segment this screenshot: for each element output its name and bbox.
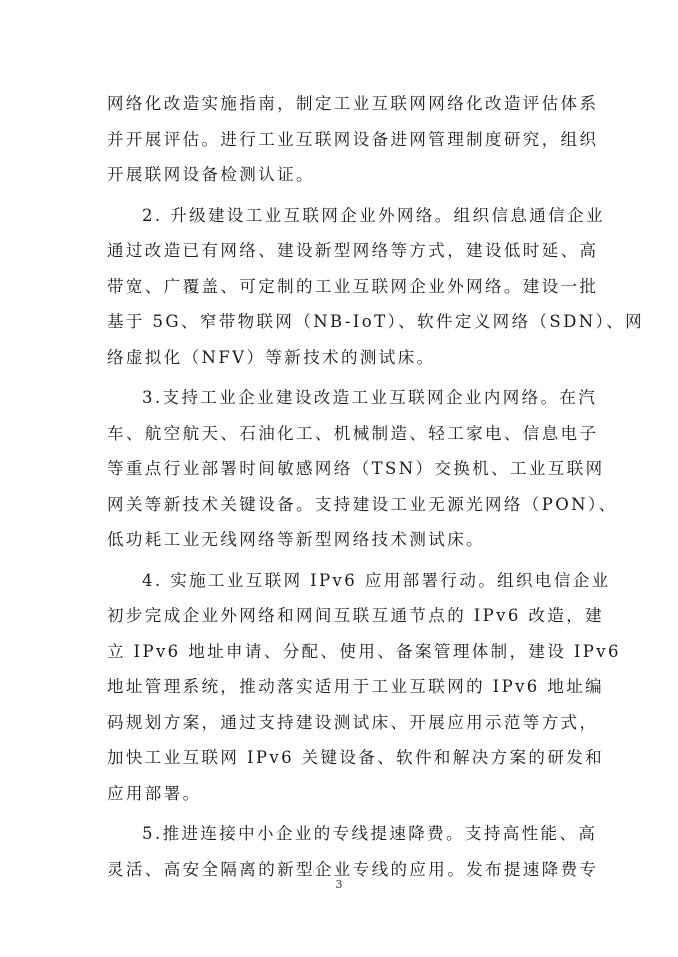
- text-line: 码规划方案，通过支持建设测试床、开展应用示范等方式，: [107, 712, 599, 732]
- paragraph-item-4: [107, 563, 621, 812]
- text-line: 基于 5G、窄带物联网（NB-IoT）、软件定义网络（SDN）、网: [107, 312, 644, 331]
- paragraph-continuation: [107, 86, 599, 193]
- text-line: 低功耗工业无线网络等新型网络技术测试床。: [107, 530, 485, 549]
- text-line: 立 IPv6 地址申请、分配、使用、备案管理体制，建设 IPv6: [107, 641, 621, 661]
- document-body: [107, 86, 644, 887]
- text-line: 开展联网设备检测认证。: [107, 165, 315, 184]
- paragraph-item-5: [107, 816, 599, 887]
- paragraph-item-2: [107, 198, 644, 376]
- text-line: 灵活、高安全隔离的新型企业专线的应用。发布提速降费专: [107, 859, 599, 879]
- text-line: 3.支持工业企业建设改造工业互联网企业内网络。在汽: [142, 388, 598, 407]
- text-line: 2. 升级建设工业互联网企业外网络。组织信息通信企业: [142, 205, 605, 225]
- text-line: 通过改造已有网络、建设新型网络等方式，建设低时延、高: [107, 241, 599, 260]
- page-number: 3: [335, 878, 343, 891]
- text-line: 带宽、广覆盖、可定制的工业互联网企业外网络。建设一批: [107, 276, 599, 296]
- text-line: 并开展评估。进行工业互联网设备进网管理制度研究，组织: [107, 129, 599, 149]
- text-line: 等重点行业部署时间敏感网络（TSN）交换机、工业互联网: [107, 459, 605, 478]
- paragraph-item-3: [107, 380, 618, 558]
- text-line: 加快工业互联网 IPv6 关键设备、软件和解决方案的研发和: [107, 748, 605, 767]
- text-line: 地址管理系统，推动落实适用于工业互联网的 IPv6 地址编: [107, 677, 605, 696]
- text-line: 络虚拟化（NFV）等新技术的测试床。: [107, 347, 436, 367]
- text-line: 5.推进连接中小企业的专线提速降费。支持高性能、高: [142, 824, 598, 843]
- text-line: 网络化改造实施指南，制定工业互联网网络化改造评估体系: [107, 94, 599, 113]
- text-line: 网关等新技术关键设备。支持建设工业无源光网络（PON）、: [107, 494, 618, 514]
- text-line: 车、航空航天、石油化工、机械制造、轻工家电、信息电子: [107, 423, 599, 443]
- text-line: 应用部署。: [107, 783, 202, 803]
- text-line: 初步完成企业外网络和网间互联互通节点的 IPv6 改造，建: [107, 606, 605, 625]
- text-line: 4. 实施工业互联网 IPv6 应用部署行动。组织电信企业: [142, 570, 611, 590]
